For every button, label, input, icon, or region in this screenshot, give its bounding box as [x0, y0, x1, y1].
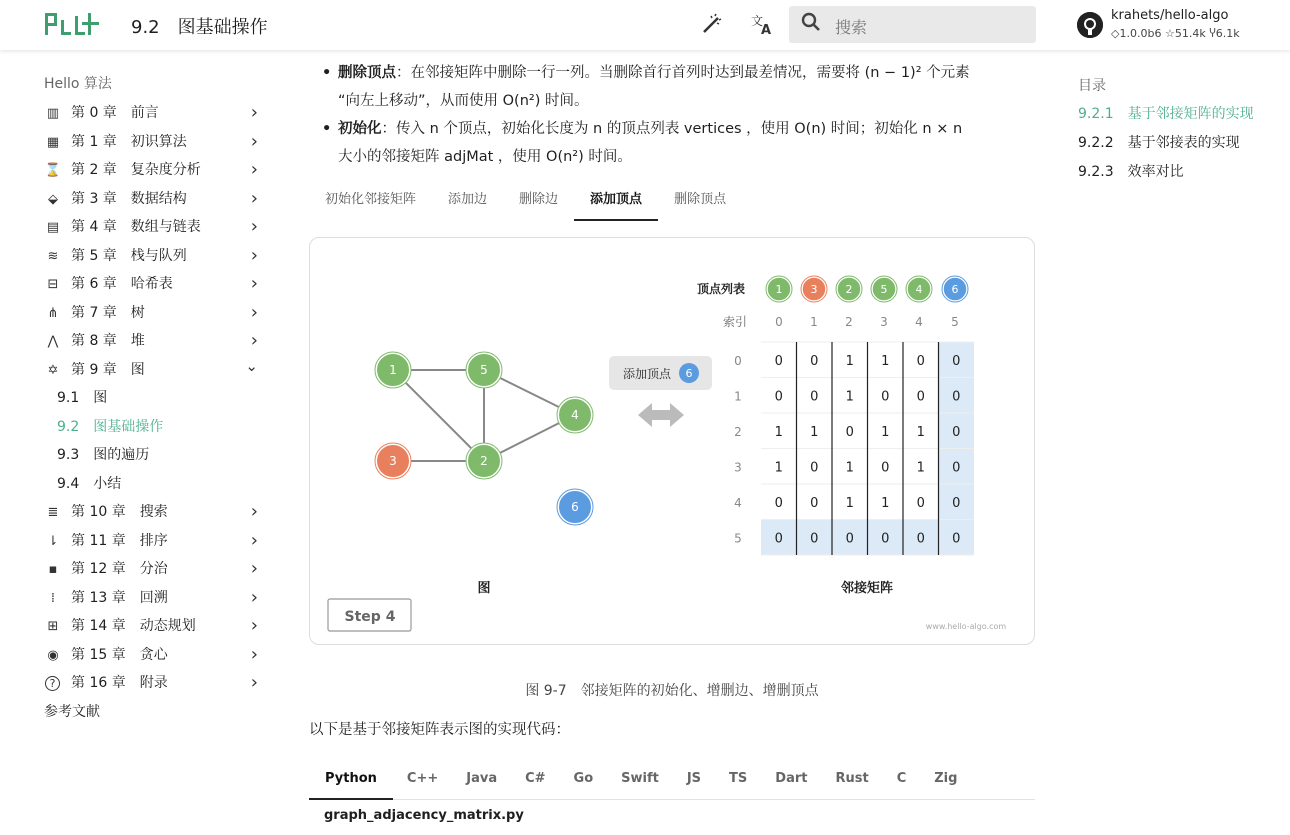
vertex-list-node-label: 3 [810, 283, 818, 296]
tab-operation[interactable]: 删除边 [519, 192, 559, 207]
column-index: 5 [951, 315, 959, 329]
nav-item-label: 第 0 章 前言 [71, 105, 159, 121]
column-index: 4 [915, 315, 923, 329]
star-icon: ☆ [1164, 27, 1175, 40]
matrix-cell: 1 [810, 424, 819, 440]
bulb-icon: ◉ [47, 647, 59, 663]
nav-item-label: 第 4 章 数组与链表 [71, 219, 201, 235]
matrix-cell: 1 [881, 495, 890, 511]
intro-paragraph: 以下是基于邻接矩阵表示图的实现代码： [309, 722, 570, 738]
matrix-cell: 0 [916, 353, 925, 369]
table-of-contents [1078, 72, 1278, 187]
chevron-right-icon: › [250, 643, 258, 665]
nav-item-label: 第 12 章 分治 [71, 561, 168, 577]
matrix-cell: 1 [916, 424, 925, 440]
help-icon: ? [45, 676, 60, 691]
nav-item-label: 第 15 章 贪心 [71, 646, 168, 663]
grid-icon: ⊞ [47, 619, 59, 634]
nav-item-chapter[interactable] [44, 612, 264, 641]
nav-item-chapter[interactable] [44, 156, 264, 185]
book-icon: ▥ [46, 106, 60, 121]
tab-language[interactable]: Zig [934, 771, 958, 786]
nav-subitem[interactable]: 9.4 小结 [57, 475, 122, 492]
nav-item-label: 第 2 章 复杂度分析 [71, 162, 201, 178]
matrix-cell: 1 [916, 460, 925, 476]
chevron-right-icon: › [250, 672, 258, 693]
sidebar-nav [44, 70, 264, 726]
tab-language[interactable]: Java [466, 771, 498, 786]
tab-language[interactable]: Python [309, 762, 393, 800]
graph-node-label: 3 [389, 454, 397, 468]
chevron-right-icon: › [250, 558, 258, 579]
tab-operation[interactable]: 删除顶点 [674, 192, 727, 207]
repo-name: krahets/hello-algo [1111, 8, 1229, 23]
matrix-cell: 0 [952, 531, 961, 547]
chevron-right-icon: › [250, 330, 258, 351]
nav-item-label: 第 6 章 哈希表 [71, 276, 173, 292]
chevron-right-icon: › [250, 187, 258, 209]
language-tabs [309, 762, 1035, 800]
chevron-right-icon: › [250, 273, 258, 294]
bullet-init: • 初始化：传入 n 个顶点，初始化长度为 n 的顶点列表 vertices ，使用 O(n) 时间；初始化 n × n 大小的邻接矩阵 adjMat ，使用 O(n²) 时间。 [322, 121, 963, 165]
nav-item-label: 第 10 章 搜索 [71, 504, 168, 520]
matrix-cell: 0 [952, 353, 961, 369]
add-vertex-label: 添加顶点 [622, 367, 672, 381]
chevron-right-icon: › [250, 216, 258, 237]
nav-item-chapter[interactable] [44, 242, 264, 271]
nav-item-label: 第 16 章 附录 [71, 675, 168, 691]
matrix-cell: 0 [810, 531, 819, 547]
graph-edge [393, 370, 484, 461]
matrix-cell: 1 [881, 353, 890, 369]
matrix-cell: 0 [774, 389, 783, 405]
matrix-cell: 0 [810, 353, 819, 369]
nav-item-label: 第 11 章 排序 [71, 532, 168, 549]
bullet-bold: 删除顶点 [338, 65, 396, 81]
graph-node-label: 4 [571, 408, 579, 422]
nav-item-chapter[interactable] [44, 213, 264, 242]
chevron-right-icon: › [250, 102, 258, 123]
heap-icon: ⋀ [47, 334, 59, 349]
chevron-right-icon: › [250, 529, 258, 551]
graph-node-label: 5 [480, 363, 488, 377]
matrix-cell: 0 [881, 531, 890, 547]
tab-language[interactable]: C# [525, 771, 546, 786]
chevron-right-icon: › [250, 501, 258, 522]
add-vertex-node-label: 6 [685, 367, 693, 380]
bullet-text-2: “向左上移动”，从而使用 O(n²) 时间。 [338, 93, 589, 109]
hash-icon: ⊟ [47, 277, 59, 292]
repo-version: 1.0.0b6 [1119, 27, 1162, 40]
nav-subitem[interactable]: 9.1 图 [57, 390, 108, 406]
stack-icon: ≋ [47, 248, 59, 264]
nav-item-label: 第 5 章 栈与队列 [71, 247, 187, 264]
bullet-text: ：在邻接矩阵中删除一行一列。当删除首行首列时达到最差情况，需要将 (n − 1)² 个元素 [396, 65, 970, 81]
nav-item-chapter[interactable] [44, 327, 264, 356]
step-button-label: Step 4 [344, 609, 396, 625]
tag-icon: ◇ [1111, 27, 1120, 40]
matrix-cell: 1 [845, 389, 854, 405]
tab-operation[interactable]: 添加顶点 [574, 183, 658, 221]
matrix-caption: 邻接矩阵 [840, 581, 894, 596]
graph-caption: 图 [477, 581, 491, 596]
nav-item-label: 第 13 章 回溯 [71, 589, 168, 606]
nav-item-label: 第 3 章 数据结构 [71, 190, 187, 207]
matrix-cell: 1 [845, 353, 854, 369]
matrix-cell: 0 [916, 531, 925, 547]
matrix-cell: 0 [916, 389, 925, 405]
matrix-cell: 0 [774, 353, 783, 369]
vertex-list-node-label: 2 [845, 283, 853, 296]
chevron-right-icon: › [250, 615, 258, 636]
column-index: 3 [880, 315, 888, 329]
nav-item-chapter[interactable] [44, 584, 264, 613]
shapes-icon: ⬙ [48, 191, 58, 207]
figure-svg [310, 238, 1034, 644]
matrix-cell: 0 [881, 460, 890, 476]
repo-stars: 51.4k [1174, 27, 1206, 40]
figure-caption: 图 9-7 邻接矩阵的初始化、增删边、增删顶点 [525, 683, 819, 699]
matrix-cell: 0 [810, 460, 819, 476]
code-filename: graph_adjacency_matrix.py [324, 808, 524, 823]
matrix-cell: 0 [810, 389, 819, 405]
nav-item-chapter[interactable] [44, 99, 264, 128]
tab-language[interactable]: TS [729, 771, 748, 786]
divide-icon: ▪ [48, 562, 58, 577]
bullet-text-2: 大小的邻接矩阵 adjMat ，使用 O(n²) 时间。 [338, 149, 632, 165]
matrix-cell: 0 [881, 389, 890, 405]
nav-item-chapter[interactable] [44, 356, 264, 385]
matrix-cell: 0 [774, 531, 783, 547]
tab-language[interactable]: C++ [406, 771, 439, 786]
toc-item[interactable]: 9.2.3 效率对比 [1078, 164, 1184, 180]
vertex-list-node-label: 1 [775, 283, 783, 296]
repo-stats [1111, 27, 1240, 40]
tab-language[interactable]: Dart [775, 771, 808, 786]
nav-item-label: 第 8 章 堆 [71, 333, 145, 349]
page-title: 9.2 图基础操作 [131, 17, 268, 38]
double-arrow-icon [638, 403, 684, 427]
svg-text:A: A [761, 23, 772, 35]
column-index: 1 [810, 315, 818, 329]
calculator-icon: ▦ [46, 134, 60, 150]
graph-node-label: 2 [480, 454, 488, 468]
matrix-cell: 0 [952, 460, 961, 476]
nav-item-chapter[interactable] [44, 555, 264, 584]
row-index: 3 [734, 460, 742, 475]
vertex-list-label: 顶点列表 [696, 282, 746, 296]
hourglass-icon: ⌛ [44, 163, 62, 178]
github-icon [1077, 12, 1103, 38]
chevron-right-icon: › [250, 244, 258, 266]
site-logo[interactable] [44, 10, 100, 45]
bullet-bold: 初始化 [338, 121, 382, 137]
nav-subitem[interactable]: 9.3 图的遍历 [57, 447, 150, 463]
chevron-down-icon: ⌄ [245, 356, 258, 375]
table-icon: ▤ [46, 220, 60, 235]
language-icon[interactable] [751, 13, 775, 40]
nav-item-chapter[interactable] [44, 669, 264, 698]
graph-node-label: 6 [571, 500, 579, 514]
matrix-cell: 1 [774, 460, 783, 476]
nav-item-chapter[interactable] [44, 641, 264, 670]
bullet-text: ：传入 n 个顶点，初始化长度为 n 的顶点列表 vertices ，使用 O(n) 时间；初始化 n × n [381, 121, 963, 137]
tab-language[interactable]: Go [573, 771, 594, 786]
matrix-cell: 0 [916, 495, 925, 511]
matrix-cell: 0 [810, 495, 819, 511]
row-index: 0 [734, 353, 742, 368]
column-index: 0 [775, 315, 783, 329]
matrix-cell: 0 [845, 531, 854, 547]
fork-icon: Ⴤ [1209, 27, 1216, 40]
matrix-cell: 0 [774, 495, 783, 511]
nav-item-label: 第 9 章 图 [71, 361, 145, 378]
svg-text:文: 文 [751, 14, 764, 28]
top-bar [0, 0, 1290, 50]
row-index: 2 [734, 424, 742, 439]
tab-operation[interactable]: 初始化邻接矩阵 [325, 192, 417, 207]
chevron-right-icon: › [250, 586, 258, 608]
operation-tabs [309, 183, 1029, 221]
tree-icon: ⋔ [47, 305, 59, 321]
row-index: 5 [734, 531, 742, 546]
nav-item-chapter[interactable] [44, 128, 264, 157]
search-box[interactable] [789, 6, 1036, 43]
nav-item-chapter[interactable] [44, 299, 264, 328]
vertex-list-node-label: 6 [951, 283, 959, 296]
vertex-list-node-label: 5 [880, 283, 888, 296]
matrix-cell: 0 [952, 424, 961, 440]
toc-item[interactable]: 9.2.1 基于邻接矩阵的实现 [1078, 106, 1254, 122]
matrix-cell: 1 [881, 424, 890, 440]
tab-language[interactable]: Swift [621, 771, 659, 786]
watermark: www.hello-algo.com [925, 622, 1007, 631]
row-index: 4 [734, 495, 742, 510]
nav-title: Hello 算法 [44, 76, 112, 92]
nav-item-chapter[interactable] [44, 185, 264, 214]
nav-item-label: 第 7 章 树 [71, 304, 145, 321]
toc-title: 目录 [1078, 78, 1106, 94]
backtrack-icon: ⁞ [50, 590, 56, 606]
matrix-cell: 0 [952, 495, 961, 511]
nav-item-chapter[interactable] [44, 498, 264, 527]
nav-item-chapter[interactable] [44, 527, 264, 556]
chevron-right-icon: › [250, 130, 258, 152]
column-index: 2 [845, 315, 853, 329]
index-label: 索引 [722, 315, 748, 329]
logo-icon [44, 10, 100, 40]
matrix-cell: 1 [774, 424, 783, 440]
nav-item-label: 第 1 章 初识算法 [71, 133, 187, 150]
chevron-right-icon: › [250, 301, 258, 323]
matrix-cell: 1 [845, 495, 854, 511]
bullet-delete-vertex: • 删除顶点：在邻接矩阵中删除一行一列。当删除首行首列时达到最差情况，需要将 (n − 1)² 个元素 “向左上移动”，从而使用 O(n²) 时间。 [322, 65, 970, 109]
tab-language[interactable]: C [896, 771, 907, 786]
search-icon: ≣ [47, 505, 59, 520]
matrix-cell: 0 [845, 424, 854, 440]
tab-operation[interactable]: 添加边 [448, 192, 488, 207]
repo-forks: 6.1k [1215, 27, 1240, 40]
tab-language[interactable]: JS [686, 771, 702, 786]
search-icon [801, 12, 821, 37]
nav-item-chapter[interactable] [44, 270, 264, 299]
theme-toggle-icon[interactable] [701, 13, 723, 40]
matrix-cell: 1 [845, 460, 854, 476]
chevron-right-icon: › [250, 159, 258, 180]
sort-icon: ⇂ [47, 533, 59, 549]
search-placeholder: 搜索 [835, 18, 868, 37]
nav-item-label: 第 14 章 动态规划 [71, 618, 196, 634]
graph-icon: ✡ [47, 362, 59, 378]
nav-subitem[interactable]: 9.2 图基础操作 [57, 418, 164, 435]
figure-panel [309, 237, 1035, 645]
matrix-cell: 0 [952, 389, 961, 405]
vertex-list-node-label: 4 [915, 283, 923, 296]
nav-item-references[interactable]: 参考文献 [44, 703, 100, 720]
tab-language[interactable]: Rust [835, 771, 869, 786]
graph-node-label: 1 [389, 363, 397, 377]
row-index: 1 [734, 389, 742, 404]
toc-item[interactable]: 9.2.2 基于邻接表的实现 [1078, 135, 1240, 151]
